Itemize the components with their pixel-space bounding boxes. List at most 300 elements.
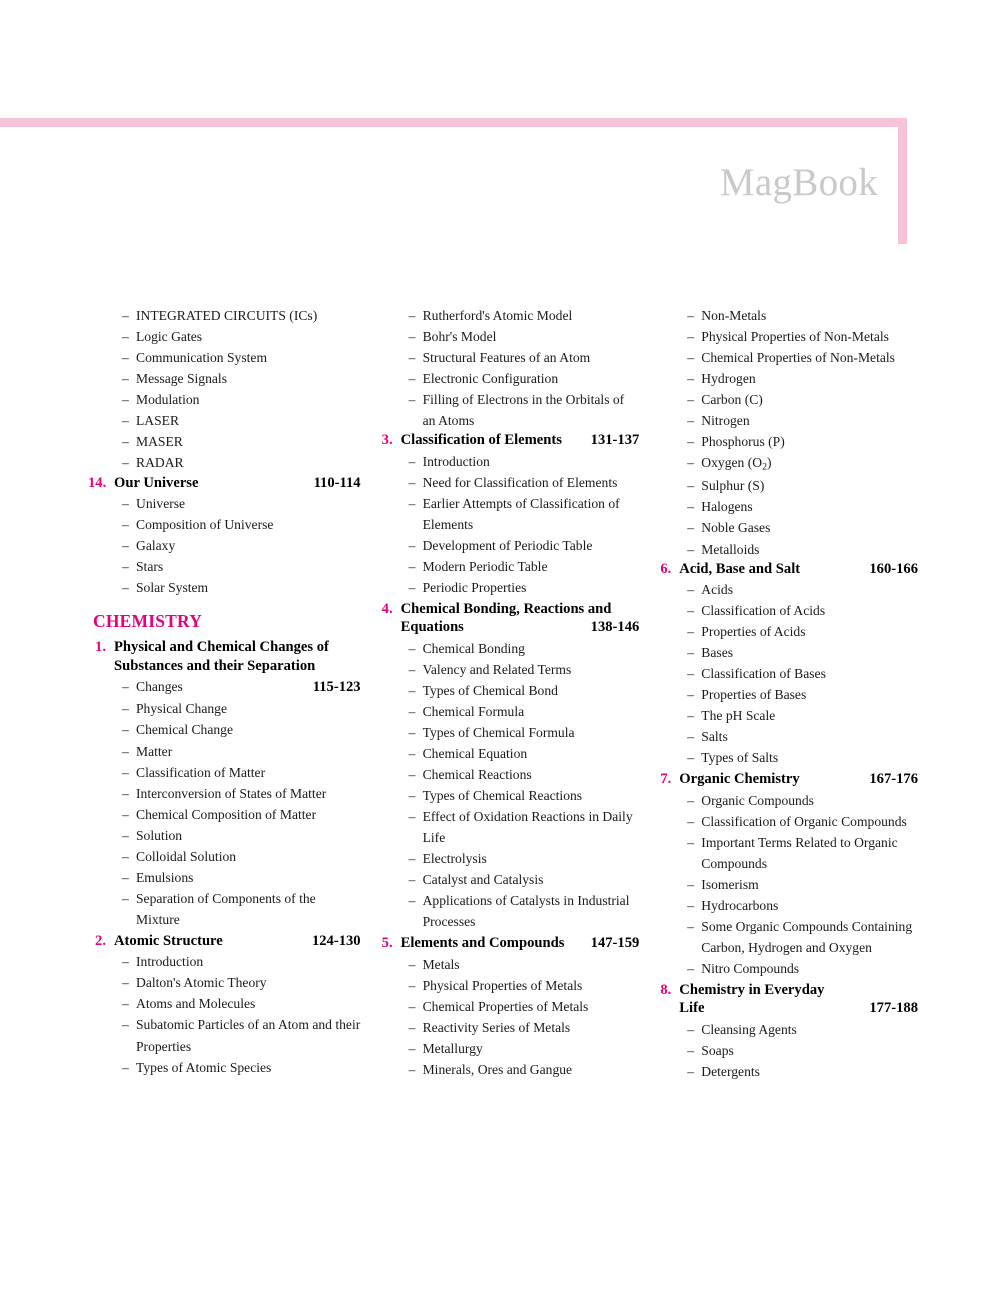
sub-item-list: [653, 579, 918, 769]
toc-sub-item[interactable]: [409, 890, 640, 932]
dash-icon: –: [408, 640, 416, 656]
toc-chapter: [88, 638, 361, 930]
sub-item-list: [375, 954, 640, 1080]
toc-sub-item[interactable]: [687, 726, 918, 747]
toc-sub-item[interactable]: [122, 888, 361, 930]
dash-icon: –: [122, 495, 129, 511]
dash-icon: –: [122, 975, 129, 991]
dash-icon: –: [687, 623, 695, 639]
dash-icon: –: [687, 1021, 695, 1037]
toc-sub-item-label: Colloidal Solution: [136, 848, 237, 864]
toc-sub-item-label: The pH Scale: [701, 708, 776, 724]
dash-icon: –: [687, 750, 695, 766]
dash-icon: –: [122, 890, 129, 906]
dash-icon: –: [687, 478, 695, 494]
dash-icon: –: [408, 724, 416, 740]
toc-sub-item[interactable]: [409, 869, 640, 890]
toc-sub-item[interactable]: [687, 874, 918, 895]
toc-sub-item[interactable]: [687, 389, 918, 410]
toc-chapter-header[interactable]: [653, 981, 918, 1017]
toc-sub-item[interactable]: [409, 347, 640, 368]
toc-sub-item-label: Effect of Oxidation Reactions in Daily Life: [422, 809, 633, 846]
toc-sub-item-label: Modulation: [136, 392, 200, 408]
toc-chapter: [653, 770, 918, 979]
toc-sub-item-label: Metalloids: [701, 541, 760, 557]
toc-sub-item[interactable]: [687, 452, 918, 475]
dash-icon: –: [408, 872, 416, 888]
toc-sub-item[interactable]: [122, 741, 361, 762]
dash-icon: –: [408, 1040, 416, 1056]
toc-sub-item[interactable]: [122, 389, 361, 410]
toc-sub-item[interactable]: [687, 368, 918, 389]
sub-item-list: [88, 676, 361, 930]
toc-chapter-pages: 160-166: [869, 560, 918, 577]
dash-icon: –: [687, 371, 695, 387]
dash-icon: –: [408, 537, 416, 553]
toc-sub-item[interactable]: [687, 1019, 918, 1040]
toc-sub-item[interactable]: [687, 684, 918, 705]
dash-icon: –: [408, 308, 416, 323]
toc-sub-item-label: Bases: [701, 645, 734, 661]
toc-chapter: [88, 474, 361, 599]
column-3: [645, 305, 924, 1084]
toc-sub-item-label: Types of Chemical Formula: [422, 724, 575, 740]
toc-sub-item[interactable]: [687, 1061, 918, 1082]
toc-chapter-number: 5.: [381, 935, 393, 952]
toc-sub-item-label: Metallurgy: [422, 1040, 483, 1056]
toc-sub-item-label: Detergents: [701, 1063, 760, 1079]
dash-icon: –: [122, 434, 129, 450]
toc-sub-item-label: Types of Atomic Species: [136, 1059, 272, 1075]
dash-icon: –: [408, 453, 416, 469]
dash-icon: –: [408, 661, 416, 677]
toc-sub-item-label: Subatomic Particles of an Atom and their Properties: [136, 1017, 361, 1054]
toc-sub-item[interactable]: [409, 701, 640, 722]
toc-sub-item[interactable]: [122, 783, 361, 804]
dash-icon: –: [687, 392, 695, 408]
dash-icon: –: [408, 703, 416, 719]
toc-chapter-header[interactable]: [88, 932, 361, 950]
toc-sub-item-label: Chemical Equation: [422, 745, 528, 761]
toc-chapter-title-wrap: [114, 932, 361, 950]
toc-chapter-title: Physical and Chemical Changes of Substances and their Separation: [114, 639, 329, 674]
dash-icon: –: [687, 834, 695, 850]
masthead-title: MagBook: [719, 161, 878, 204]
toc-sub-item[interactable]: [687, 705, 918, 726]
toc-sub-item-label: Organic Compounds: [701, 792, 814, 808]
dash-icon: –: [687, 350, 695, 366]
toc-sub-item-label: Logic Gates: [136, 329, 203, 345]
dash-icon: –: [122, 308, 129, 323]
toc-sub-item-label: Noble Gases: [701, 520, 771, 536]
toc-sub-item-label: LASER: [136, 413, 180, 429]
dash-icon: –: [687, 520, 695, 536]
column-2: [367, 305, 646, 1084]
toc-sub-item[interactable]: [409, 638, 640, 659]
toc-sub-item[interactable]: [122, 347, 361, 368]
toc-sub-item-label: Types of Chemical Bond: [422, 682, 558, 698]
dash-icon: –: [122, 1017, 129, 1033]
toc-sub-item[interactable]: [409, 451, 640, 472]
toc-sub-item-label: Sulphur (S): [701, 478, 765, 494]
sub-item-list: [88, 305, 361, 474]
toc-sub-item-label: Modern Periodic Table: [422, 558, 548, 574]
toc-sub-item[interactable]: [687, 410, 918, 431]
dash-icon: –: [687, 434, 695, 450]
toc-chapter-title: Our Universe: [114, 474, 199, 491]
toc-sub-item[interactable]: [687, 642, 918, 663]
toc-sub-item[interactable]: [687, 663, 918, 684]
toc-sub-item[interactable]: [409, 1038, 640, 1059]
toc-chapter-number: 3.: [381, 432, 393, 449]
toc-sub-item-label: Electrolysis: [422, 851, 487, 867]
sub-item-list: [653, 305, 918, 560]
toc-sub-item[interactable]: [409, 975, 640, 996]
dash-icon: –: [122, 869, 129, 885]
toc-sub-item-label: Non-Metals: [701, 308, 767, 323]
toc-sub-item[interactable]: [687, 895, 918, 916]
toc-sub-item[interactable]: [409, 743, 640, 764]
toc-sub-item[interactable]: [687, 347, 918, 368]
toc-sub-item-label: Properties of Bases: [701, 687, 807, 703]
toc-sub-item-label: Halogens: [701, 499, 753, 515]
toc-sub-item-label: Chemical Reactions: [422, 766, 532, 782]
dash-icon: –: [408, 998, 416, 1014]
toc-sub-item[interactable]: [122, 972, 361, 993]
dash-icon: –: [122, 516, 129, 532]
toc-chapter-title-line1: Chemical Bonding, Reactions and: [400, 601, 612, 618]
toc-sub-item-label: Carbon (C): [701, 392, 763, 408]
toc-sub-item[interactable]: [409, 389, 640, 431]
sub-item-list: [375, 638, 640, 933]
toc-sub-item[interactable]: [409, 785, 640, 806]
toc-sub-item[interactable]: [122, 698, 361, 719]
toc-sub-item-label: Bohr's Model: [422, 329, 497, 345]
toc-sub-item-label: Acids: [701, 581, 734, 597]
toc-sub-item[interactable]: [122, 326, 361, 347]
dash-icon: –: [122, 743, 129, 759]
dash-icon: –: [408, 809, 416, 825]
toc-sub-item[interactable]: [687, 832, 918, 874]
toc-sub-item-label: Hydrocarbons: [701, 897, 779, 913]
toc-sub-item-label: Valency and Related Terms: [422, 661, 572, 677]
dash-icon: –: [687, 729, 695, 745]
dash-icon: –: [687, 413, 695, 429]
toc-sub-item[interactable]: [687, 326, 918, 347]
sub-item-list: [653, 790, 918, 980]
toc-sub-item[interactable]: [122, 305, 361, 326]
toc-chapter-number: 8.: [660, 982, 672, 999]
toc-sub-item-label: Communication System: [136, 350, 268, 366]
toc-sub-item-label: Dalton's Atomic Theory: [136, 975, 267, 991]
dash-icon: –: [408, 745, 416, 761]
toc-sub-item-label: Classification of Organic Compounds: [701, 813, 907, 829]
toc-sub-item[interactable]: [409, 806, 640, 848]
toc-sub-item[interactable]: [409, 996, 640, 1017]
toc-sub-item-label: Salts: [701, 729, 728, 745]
dash-icon: –: [122, 848, 129, 864]
dash-icon: –: [122, 764, 129, 780]
toc-sub-item-label: Need for Classification of Elements: [422, 474, 618, 490]
dash-icon: –: [122, 579, 129, 595]
toc-sub-item[interactable]: [122, 514, 361, 535]
toc-chapter-number: 14.: [88, 474, 107, 491]
toc-chapter: [375, 431, 640, 598]
toc-sub-item[interactable]: [687, 621, 918, 642]
toc-sub-item[interactable]: [122, 577, 361, 598]
dash-icon: –: [687, 961, 695, 977]
toc-sub-item[interactable]: [409, 493, 640, 535]
header-rule-horizontal: [0, 118, 907, 127]
toc-sub-item-label: Properties of Acids: [701, 623, 806, 639]
toc-sub-item[interactable]: [122, 846, 361, 867]
dash-icon: –: [408, 682, 416, 698]
toc-chapter-title-line2: Equations: [400, 619, 464, 636]
dash-icon: –: [408, 766, 416, 782]
toc-chapter-title-wrap: [401, 934, 640, 952]
toc-sub-item-label: Oxygen $(O_2)$: [701, 455, 772, 474]
toc-sub-item[interactable]: [122, 993, 361, 1014]
toc-sub-item[interactable]: [409, 535, 640, 556]
toc-chapter-number: 1.: [95, 639, 106, 656]
dash-icon: –: [122, 537, 129, 553]
toc-sub-item-label: Chemical Properties of Metals: [422, 998, 589, 1014]
dash-icon: –: [408, 787, 416, 803]
toc-sub-item[interactable]: [122, 825, 361, 846]
toc-chapter: [375, 600, 640, 932]
sub-item-list: [88, 493, 361, 598]
toc-chapter-pages: 110-114: [313, 474, 361, 491]
dash-icon: –: [687, 919, 695, 934]
toc-sub-item-label: Solar System: [136, 579, 209, 595]
toc-chapter-title: Organic Chemistry: [679, 771, 800, 788]
dash-icon: –: [122, 996, 129, 1012]
toc-chapter-title-line1: Chemistry in Everyday: [679, 982, 825, 999]
toc-sub-item[interactable]: [122, 431, 361, 452]
dash-icon: –: [687, 666, 695, 682]
toc-sub-item-label: Types of Chemical Reactions: [422, 787, 583, 803]
toc-sub-item-label: Changes: [136, 678, 183, 694]
toc-sub-item[interactable]: [409, 577, 640, 598]
toc-sub-item[interactable]: [687, 747, 918, 768]
toc-sub-item-label: Composition of Universe: [136, 516, 274, 532]
sub-item-list: [653, 1019, 918, 1082]
dash-icon: –: [122, 1059, 129, 1075]
toc-sub-item[interactable]: [409, 848, 640, 869]
toc-sub-item[interactable]: [409, 1059, 640, 1080]
toc-sub-item-label: Periodic Properties: [422, 579, 527, 595]
sub-item-list: [375, 451, 640, 598]
dash-icon: –: [122, 827, 129, 843]
dash-icon: –: [122, 806, 129, 822]
dash-icon: –: [408, 1061, 416, 1077]
dash-icon: –: [687, 581, 695, 597]
toc-sub-item[interactable]: [122, 368, 361, 389]
toc-sub-item-label: Matter: [136, 743, 173, 759]
toc-sub-item-label: Chemical Properties of Non-Metals: [701, 350, 895, 366]
toc-chapter-number: 6.: [660, 560, 672, 577]
toc-sub-item[interactable]: [122, 804, 361, 825]
dash-icon: –: [687, 455, 695, 471]
toc-sub-item-label: Emulsions: [136, 869, 194, 885]
toc-sub-item[interactable]: [122, 1057, 361, 1078]
toc-sub-item[interactable]: [409, 368, 640, 389]
column-1: [88, 305, 367, 1084]
toc-sub-item-label: Galaxy: [136, 537, 176, 553]
toc-sub-item-label: Classification of Matter: [136, 764, 266, 780]
toc-sub-item-label: Development of Periodic Table: [422, 537, 593, 553]
toc-sub-item-label: Hydrogen: [701, 371, 756, 387]
toc-sub-item[interactable]: [409, 764, 640, 785]
dash-icon: –: [122, 392, 129, 408]
toc-sub-item[interactable]: [687, 431, 918, 452]
toc-sub-item[interactable]: [122, 1014, 361, 1056]
toc-sub-item-label: Interconversion of States of Matter: [136, 785, 327, 801]
dash-icon: –: [122, 329, 129, 345]
dash-icon: –: [408, 977, 416, 993]
toc-sub-item-label: Physical Change: [136, 701, 227, 717]
toc-sub-item[interactable]: [409, 954, 640, 975]
toc-sub-item-label: Nitro Compounds: [701, 961, 800, 977]
toc-sub-item[interactable]: [122, 719, 361, 740]
toc-sub-item[interactable]: [409, 556, 640, 577]
header-rule-vertical: [898, 118, 907, 244]
toc-chapter-title-wrap: [679, 560, 918, 578]
toc-sub-item[interactable]: [122, 535, 361, 556]
dash-icon: –: [408, 1019, 416, 1035]
toc-sub-item[interactable]: [122, 410, 361, 431]
toc-sub-item[interactable]: [409, 326, 640, 347]
toc-sub-item-label: Metals: [422, 956, 460, 972]
dash-icon: –: [687, 541, 695, 557]
toc-sub-item-label: Some Organic Compounds Containing Carbon, Hydrogen and Oxygen: [701, 919, 913, 956]
dash-icon: –: [122, 371, 129, 387]
toc-sub-item[interactable]: [687, 305, 918, 326]
toc-sub-item[interactable]: [409, 722, 640, 743]
toc-sub-item[interactable]: [122, 676, 361, 699]
toc-sub-item[interactable]: [687, 579, 918, 600]
sub-item-list: [375, 305, 640, 431]
toc-chapter-title-wrap: [401, 431, 640, 449]
toc-sub-item-label: Physical Properties of Metals: [422, 977, 583, 993]
toc-sub-item[interactable]: [122, 867, 361, 888]
toc-sub-item[interactable]: [687, 539, 918, 560]
dash-icon: –: [122, 558, 129, 574]
toc-sub-item-label: INTEGRATED CIRCUITS (ICs): [136, 308, 318, 323]
toc-sub-item-label: Chemical Bonding: [422, 640, 525, 656]
toc-chapter-pages: 124-130: [311, 933, 361, 950]
toc-sub-item-label: Electronic Configuration: [422, 371, 559, 387]
dash-icon: –: [122, 455, 129, 471]
dash-icon: –: [408, 495, 416, 511]
dash-icon: –: [687, 708, 695, 724]
toc-sub-item-label: Nitrogen: [701, 413, 750, 429]
dash-icon: –: [687, 308, 695, 323]
toc-chapter-number: 2.: [95, 933, 106, 950]
toc-chapter-title-wrap: [401, 600, 640, 636]
toc-chapter-title: Acid, Base and Salt: [679, 560, 801, 577]
toc-sub-item-label: Minerals, Ores and Gangue: [422, 1061, 573, 1077]
toc-sub-item[interactable]: [122, 556, 361, 577]
toc-chapter-title-wrap: [114, 638, 361, 674]
toc-sub-item-label: Cleansing Agents: [701, 1021, 797, 1037]
toc-chapter: [88, 932, 361, 1078]
toc-sub-item[interactable]: [122, 762, 361, 783]
toc-chapter-header[interactable]: [375, 934, 640, 952]
dash-icon: –: [122, 350, 129, 366]
dash-icon: –: [122, 678, 129, 694]
toc-chapter-header[interactable]: [375, 600, 640, 636]
dash-icon: –: [408, 579, 416, 595]
dash-icon: –: [408, 474, 416, 490]
dash-icon: –: [408, 956, 416, 972]
toc-sub-item-label: MASER: [136, 434, 183, 450]
dash-icon: –: [122, 701, 129, 717]
toc-chapter-pages: 131-137: [590, 432, 640, 449]
toc-chapter-title-line2-row: [401, 618, 640, 636]
dash-icon: –: [122, 785, 129, 801]
toc-sub-item[interactable]: [687, 517, 918, 538]
dash-icon: –: [122, 954, 129, 970]
toc-chapter-title-wrap: [679, 770, 918, 788]
toc-sub-item[interactable]: [687, 496, 918, 517]
toc-sub-item-label: Universe: [136, 495, 186, 511]
dash-icon: –: [408, 893, 416, 909]
toc-chapter-header[interactable]: [88, 638, 361, 674]
toc-chapter-number: 7.: [660, 771, 672, 788]
toc-sub-item[interactable]: [687, 790, 918, 811]
toc-sub-item[interactable]: [687, 958, 918, 979]
toc-chapter-header[interactable]: [653, 560, 918, 578]
toc-sub-item-pages: 115-123: [312, 678, 361, 695]
toc-chapter-header[interactable]: [653, 770, 918, 788]
toc-chapter-title-line2-row: [679, 999, 918, 1017]
toc-sub-item[interactable]: [687, 1040, 918, 1061]
toc-sub-item[interactable]: [409, 659, 640, 680]
toc-sub-item[interactable]: [687, 475, 918, 496]
dash-icon: –: [687, 499, 695, 515]
toc-sub-item[interactable]: [687, 916, 918, 958]
toc-sub-item[interactable]: [409, 305, 640, 326]
toc-chapter-pages: 167-176: [869, 771, 918, 788]
toc-sub-item[interactable]: [687, 811, 918, 832]
toc-chapter: [375, 934, 640, 1080]
toc-chapter-title-line2: Life: [679, 1000, 705, 1017]
toc-chapter-pages: 147-159: [590, 935, 640, 952]
toc-chapter-title: Atomic Structure: [114, 933, 223, 950]
toc-sub-item[interactable]: [687, 600, 918, 621]
dash-icon: –: [408, 392, 416, 408]
dash-icon: –: [122, 722, 129, 738]
dash-icon: –: [408, 371, 416, 387]
toc-sub-item[interactable]: [122, 493, 361, 514]
toc-sub-item-label: Isomerism: [701, 876, 759, 892]
toc-sub-item-label: Chemical Change: [136, 722, 234, 738]
toc-sub-item[interactable]: [122, 951, 361, 972]
toc-sub-item[interactable]: [409, 472, 640, 493]
toc-chapter-header[interactable]: [375, 431, 640, 449]
toc-chapter-title-wrap: [114, 474, 361, 492]
toc-chapter-pages: 138-146: [590, 619, 640, 636]
toc-sub-item[interactable]: [409, 680, 640, 701]
toc-chapter-header[interactable]: [88, 474, 361, 492]
toc-sub-item-label: Filling of Electrons in the Orbitals of an Atoms: [422, 392, 625, 429]
toc-sub-item[interactable]: [122, 452, 361, 473]
toc-sub-item-label: Applications of Catalysts in Industrial Processes: [422, 893, 630, 930]
toc-sub-item[interactable]: [409, 1017, 640, 1038]
toc-sub-item-label: RADAR: [136, 455, 184, 471]
dash-icon: –: [687, 792, 695, 808]
